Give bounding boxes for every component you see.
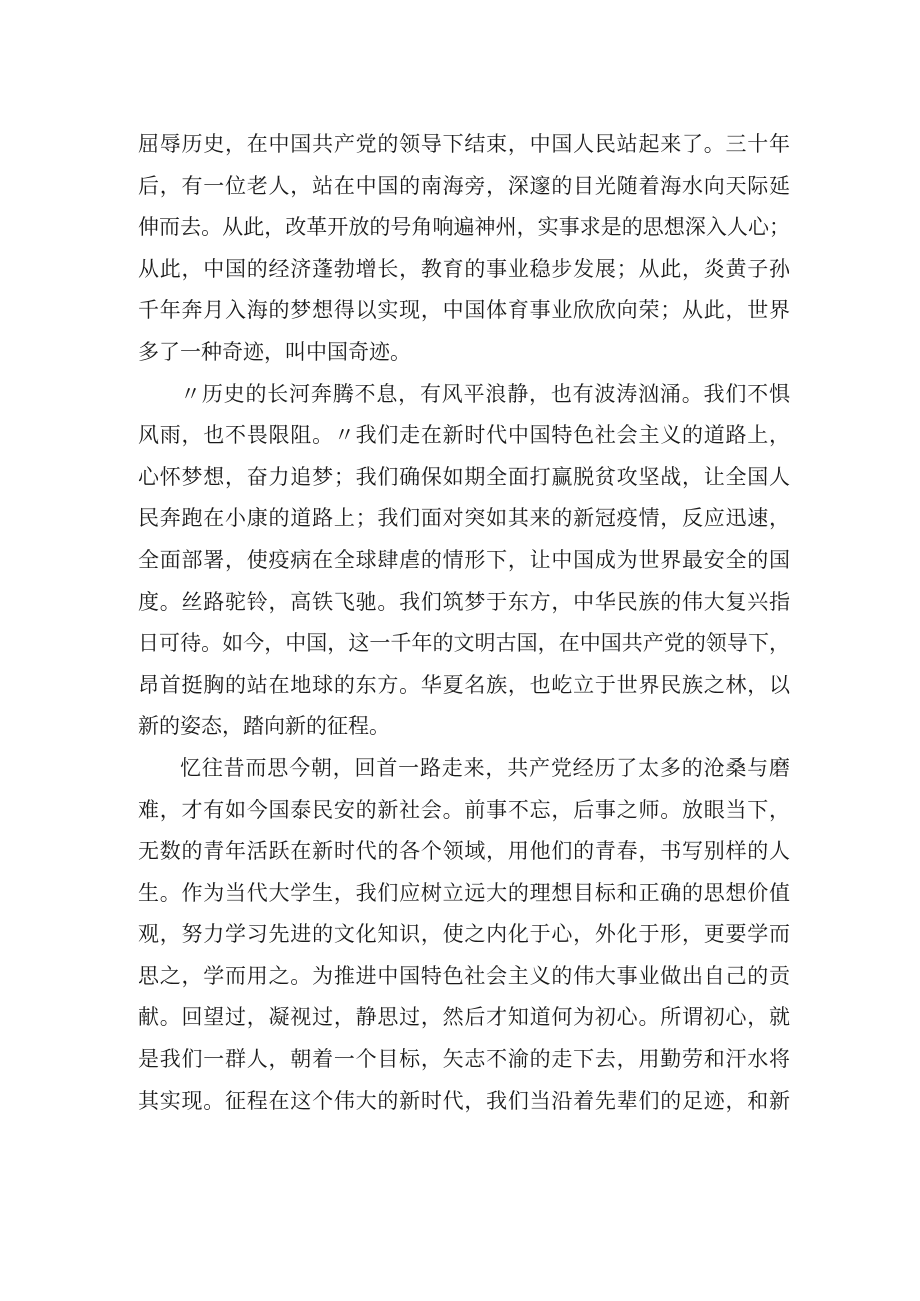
text-line: 心怀梦想，奋力追梦；我们确保如期全面打赢脱贫攻坚战，让全国人 (138, 464, 790, 489)
text-line: 生。作为当代大学生，我们应树立远大的理想目标和正确的思想价值 (138, 880, 790, 905)
text-line: 屈辱历史，在中国共产党的领导下结束，中国人民站起来了。三十年 (138, 132, 790, 156)
text-line: 从此，中国的经济蓬勃增长，教育的事业稳步发展；从此，炎黄子孙 (138, 256, 790, 281)
text-line: 多了一种奇迹，叫中国奇迹。 (138, 339, 411, 364)
paragraph-2 (138, 374, 790, 748)
text-line: 风雨，也不畏限阻。〃我们走在新时代中国特色社会主义的道路上， (138, 423, 790, 448)
text-line: 〃历史的长河奔腾不息，有风平浪静，也有波涛汹涌。我们不惧 (180, 381, 790, 406)
document-body (138, 124, 790, 1122)
text-line: 是我们一群人，朝着一个目标，矢志不渝的走下去，用勤劳和汗水将 (138, 1047, 790, 1072)
text-line: 忆往昔而思今朝，回首一路走来，共产党经历了太多的沧桑与磨 (180, 755, 790, 780)
paragraph-1 (138, 124, 790, 374)
text-line: 民奔跑在小康的道路上；我们面对突如其来的新冠疫情，反应迅速， (138, 506, 790, 531)
text-line: 新的姿态，踏向新的征程。 (138, 714, 390, 739)
text-line: 日可待。如今，中国，这一千年的文明古国，在中国共产党的领导下， (138, 631, 790, 656)
text-line: 后，有一位老人，站在中国的南海旁，深邃的目光随着海水向天际延 (138, 173, 790, 198)
text-line: 思之，学而用之。为推进中国特色社会主义的伟大事业做出自己的贡 (138, 963, 790, 988)
text-line: 全面部署，使疫病在全球肆虐的情形下，让中国成为世界最安全的国 (138, 547, 790, 572)
text-line: 其实现。征程在这个伟大的新时代，我们当沿着先辈们的足迹，和新 (138, 1088, 790, 1113)
text-line: 昂首挺胸的站在地球的东方。华夏名族，也屹立于世界民族之林，以 (138, 672, 790, 697)
text-line: 千年奔月入海的梦想得以实现，中国体育事业欣欣向荣；从此，世界 (138, 298, 790, 323)
paragraph-3 (138, 748, 790, 1122)
text-line: 度。丝路驼铃，高铁飞驰。我们筑梦于东方，中华民族的伟大复兴指 (138, 589, 790, 614)
text-line: 伸而去。从此，改革开放的号角响遍神州，实事求是的思想深入人心； (138, 215, 790, 240)
text-line: 观，努力学习先进的文化知识，使之内化于心，外化于形，更要学而 (138, 922, 790, 947)
text-line: 难，才有如今国泰民安的新社会。前事不忘，后事之师。放眼当下， (138, 797, 790, 822)
text-line: 无数的青年活跃在新时代的各个领域，用他们的青春，书写别样的人 (138, 839, 790, 864)
text-line: 献。回望过，凝视过，静思过，然后才知道何为初心。所谓初心，就 (138, 1005, 790, 1030)
